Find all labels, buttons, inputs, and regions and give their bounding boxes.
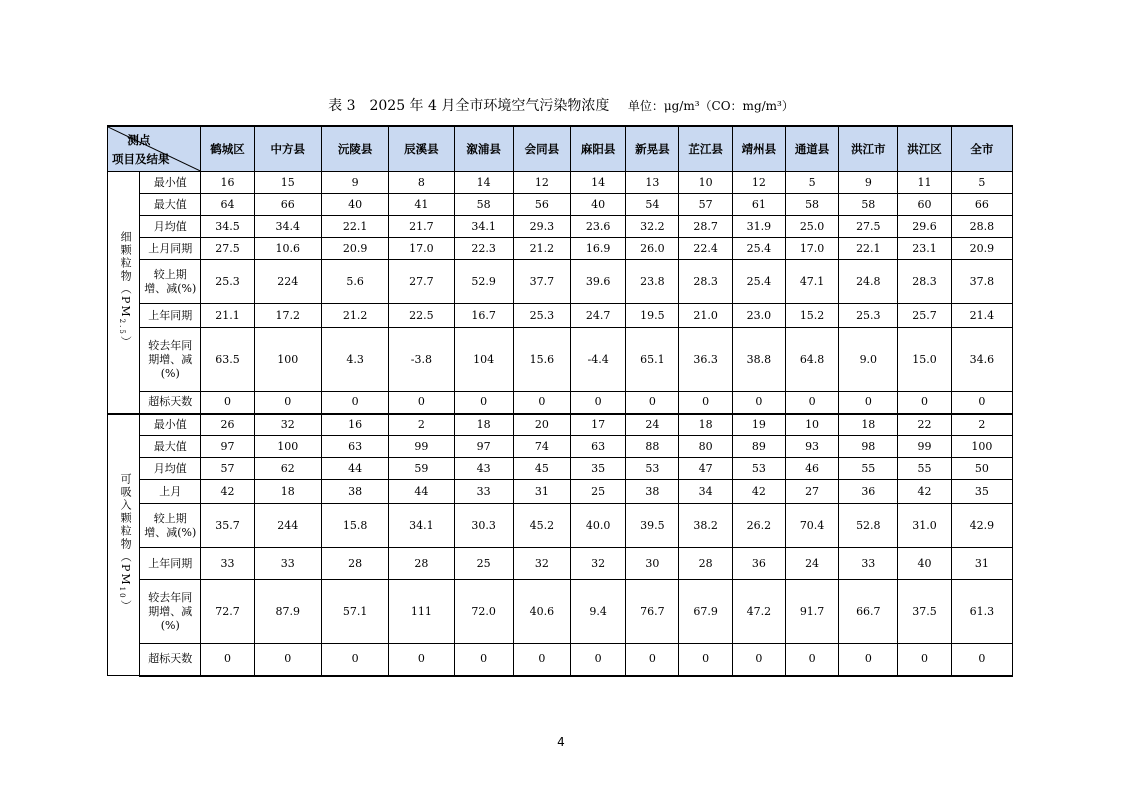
value-cell: 28: [389, 548, 454, 580]
value-cell: 58: [454, 194, 513, 216]
value-cell: 25.3: [201, 260, 254, 304]
value-cell: 23.6: [571, 216, 626, 238]
value-cell: 36: [732, 548, 785, 580]
value-cell: 64.8: [785, 328, 838, 392]
value-cell: 18: [454, 414, 513, 436]
unit-note: 单位：μg/m³（CO：mg/m³）: [627, 99, 794, 113]
value-cell: 25.0: [785, 216, 838, 238]
table-row: [108, 392, 1013, 414]
table-row: [108, 172, 1013, 194]
value-cell: 33: [201, 548, 254, 580]
row-label: 月均值: [140, 216, 201, 238]
row-label: 超标天数: [140, 644, 201, 676]
table-row: [108, 580, 1013, 644]
value-cell: 65.1: [626, 328, 679, 392]
table-row: [108, 458, 1013, 480]
value-cell: 22.3: [454, 238, 513, 260]
value-cell: 20.9: [321, 238, 388, 260]
value-cell: 38: [321, 480, 388, 504]
value-cell: 18: [254, 480, 321, 504]
value-cell: 37.7: [513, 260, 570, 304]
value-cell: 46: [785, 458, 838, 480]
value-cell: 76.7: [626, 580, 679, 644]
table-caption: [0, 96, 1122, 116]
value-cell: 0: [626, 644, 679, 676]
value-cell: 38.8: [732, 328, 785, 392]
value-cell: 36: [839, 480, 898, 504]
value-cell: 36.3: [679, 328, 732, 392]
value-cell: 47.2: [732, 580, 785, 644]
value-cell: 0: [785, 392, 838, 414]
value-cell: 37.8: [951, 260, 1012, 304]
value-cell: 25: [571, 480, 626, 504]
value-cell: 34.5: [201, 216, 254, 238]
row-label: 上年同期: [140, 304, 201, 328]
value-cell: 15.2: [785, 304, 838, 328]
table-row: [108, 304, 1013, 328]
value-cell: 67.9: [679, 580, 732, 644]
value-cell: 66: [254, 194, 321, 216]
value-cell: 244: [254, 504, 321, 548]
value-cell: 0: [839, 644, 898, 676]
value-cell: 17.0: [785, 238, 838, 260]
value-cell: 2: [389, 414, 454, 436]
value-cell: 19.5: [626, 304, 679, 328]
value-cell: 21.7: [389, 216, 454, 238]
value-cell: 0: [898, 644, 951, 676]
value-cell: 22.4: [679, 238, 732, 260]
table-row: [108, 548, 1013, 580]
table-row: [108, 644, 1013, 676]
value-cell: 24.7: [571, 304, 626, 328]
value-cell: 42: [732, 480, 785, 504]
value-cell: 42.9: [951, 504, 1012, 548]
value-cell: 29.6: [898, 216, 951, 238]
table-row: [108, 504, 1013, 548]
value-cell: 25.4: [732, 260, 785, 304]
value-cell: 13: [626, 172, 679, 194]
value-cell: 23.0: [732, 304, 785, 328]
value-cell: 66: [951, 194, 1012, 216]
value-cell: 12: [732, 172, 785, 194]
value-cell: 35.7: [201, 504, 254, 548]
value-cell: 25.4: [732, 238, 785, 260]
value-cell: 26: [201, 414, 254, 436]
row-label: 上月同期: [140, 238, 201, 260]
value-cell: 25.3: [513, 304, 570, 328]
value-cell: 16: [201, 172, 254, 194]
table-row: [108, 216, 1013, 238]
table-row: [108, 480, 1013, 504]
value-cell: 15.8: [321, 504, 388, 548]
value-cell: 21.2: [321, 304, 388, 328]
row-label: 上年同期: [140, 548, 201, 580]
value-cell: 60: [898, 194, 951, 216]
value-cell: 35: [951, 480, 1012, 504]
value-cell: 57: [201, 458, 254, 480]
value-cell: 0: [254, 644, 321, 676]
value-cell: 10: [785, 414, 838, 436]
value-cell: 9: [321, 172, 388, 194]
value-cell: 63: [571, 436, 626, 458]
value-cell: 17.0: [389, 238, 454, 260]
value-cell: 0: [732, 644, 785, 676]
value-cell: 42: [201, 480, 254, 504]
value-cell: -3.8: [389, 328, 454, 392]
value-cell: 42: [898, 480, 951, 504]
site-header: 会同县: [513, 126, 570, 172]
value-cell: 24: [785, 548, 838, 580]
pollutant-group-label: 细颗粒物$(PM_{2.5})$: [108, 172, 140, 414]
value-cell: 0: [254, 392, 321, 414]
value-cell: 18: [839, 414, 898, 436]
value-cell: 0: [321, 392, 388, 414]
value-cell: 28.3: [898, 260, 951, 304]
value-cell: 9: [839, 172, 898, 194]
value-cell: 104: [454, 328, 513, 392]
site-header: 通道县: [785, 126, 838, 172]
value-cell: 22.5: [389, 304, 454, 328]
value-cell: 5.6: [321, 260, 388, 304]
value-cell: 93: [785, 436, 838, 458]
value-cell: 11: [898, 172, 951, 194]
value-cell: 33: [839, 548, 898, 580]
row-label: 较上期 增、减(%): [140, 260, 201, 304]
corner-cell: [108, 126, 201, 172]
value-cell: 47: [679, 458, 732, 480]
value-cell: 9.4: [571, 580, 626, 644]
value-cell: 16.9: [571, 238, 626, 260]
value-cell: 55: [898, 458, 951, 480]
value-cell: 32.2: [626, 216, 679, 238]
value-cell: 66.7: [839, 580, 898, 644]
value-cell: 39.6: [571, 260, 626, 304]
value-cell: 0: [513, 392, 570, 414]
value-cell: 0: [321, 644, 388, 676]
value-cell: 0: [898, 392, 951, 414]
value-cell: 0: [513, 644, 570, 676]
value-cell: 26.0: [626, 238, 679, 260]
row-label: 较去年同 期增、减 (%): [140, 580, 201, 644]
value-cell: 30.3: [454, 504, 513, 548]
value-cell: 57: [679, 194, 732, 216]
value-cell: 21.2: [513, 238, 570, 260]
row-label: 超标天数: [140, 392, 201, 414]
site-header: 中方县: [254, 126, 321, 172]
value-cell: 24.8: [839, 260, 898, 304]
value-cell: 32: [571, 548, 626, 580]
value-cell: 50: [951, 458, 1012, 480]
value-cell: 0: [454, 392, 513, 414]
corner-label-site: 测点: [127, 133, 151, 147]
row-label: 最小值: [140, 172, 201, 194]
value-cell: 40.6: [513, 580, 570, 644]
value-cell: 58: [785, 194, 838, 216]
value-cell: 22.1: [321, 216, 388, 238]
value-cell: 0: [201, 392, 254, 414]
value-cell: 33: [454, 480, 513, 504]
value-cell: 28: [679, 548, 732, 580]
site-header: 新晃县: [626, 126, 679, 172]
value-cell: 0: [679, 392, 732, 414]
value-cell: 41: [389, 194, 454, 216]
value-cell: 43: [454, 458, 513, 480]
value-cell: 17.2: [254, 304, 321, 328]
value-cell: 4.3: [321, 328, 388, 392]
table-row: [108, 260, 1013, 304]
value-cell: 35: [571, 458, 626, 480]
value-cell: 98: [839, 436, 898, 458]
row-label: 最大值: [140, 194, 201, 216]
value-cell: 45.2: [513, 504, 570, 548]
value-cell: 23.1: [898, 238, 951, 260]
site-header: 辰溪县: [389, 126, 454, 172]
value-cell: 29.3: [513, 216, 570, 238]
value-cell: 61: [732, 194, 785, 216]
value-cell: 15: [254, 172, 321, 194]
value-cell: 91.7: [785, 580, 838, 644]
value-cell: 0: [454, 644, 513, 676]
value-cell: 0: [951, 644, 1012, 676]
value-cell: 23.8: [626, 260, 679, 304]
value-cell: 2: [951, 414, 1012, 436]
value-cell: 34.4: [254, 216, 321, 238]
row-label: 最大值: [140, 436, 201, 458]
value-cell: 34.1: [454, 216, 513, 238]
row-label: 月均值: [140, 458, 201, 480]
value-cell: 28.7: [679, 216, 732, 238]
value-cell: 57.1: [321, 580, 388, 644]
site-header: 靖州县: [732, 126, 785, 172]
value-cell: 10: [679, 172, 732, 194]
value-cell: 99: [898, 436, 951, 458]
value-cell: 24: [626, 414, 679, 436]
corner-label-item: 项目及结果: [112, 152, 170, 166]
value-cell: 27.7: [389, 260, 454, 304]
row-label: 较去年同 期增、减 (%): [140, 328, 201, 392]
value-cell: 88: [626, 436, 679, 458]
table-row: [108, 238, 1013, 260]
pollutant-table: [107, 125, 1013, 677]
header-row: [108, 126, 1013, 172]
value-cell: 21.4: [951, 304, 1012, 328]
value-cell: 33: [254, 548, 321, 580]
row-label: 最小值: [140, 414, 201, 436]
value-cell: 62: [254, 458, 321, 480]
value-cell: 61.3: [951, 580, 1012, 644]
site-header: 麻阳县: [571, 126, 626, 172]
value-cell: 28: [321, 548, 388, 580]
value-cell: 0: [785, 644, 838, 676]
value-cell: 15.6: [513, 328, 570, 392]
value-cell: 17: [571, 414, 626, 436]
value-cell: 44: [321, 458, 388, 480]
value-cell: 9.0: [839, 328, 898, 392]
value-cell: 97: [201, 436, 254, 458]
value-cell: 100: [254, 436, 321, 458]
value-cell: 31: [513, 480, 570, 504]
value-cell: 70.4: [785, 504, 838, 548]
value-cell: 40: [321, 194, 388, 216]
table-row: [108, 328, 1013, 392]
value-cell: 34.1: [389, 504, 454, 548]
site-header: 芷江县: [679, 126, 732, 172]
value-cell: 72.7: [201, 580, 254, 644]
value-cell: 72.0: [454, 580, 513, 644]
site-header: 溆浦县: [454, 126, 513, 172]
value-cell: 19: [732, 414, 785, 436]
value-cell: 0: [951, 392, 1012, 414]
value-cell: 80: [679, 436, 732, 458]
value-cell: 0: [679, 644, 732, 676]
value-cell: 0: [571, 392, 626, 414]
pollutant-group-label: 可吸入颗粒物$(PM_{10})$: [108, 414, 140, 676]
value-cell: 0: [389, 644, 454, 676]
value-cell: 14: [454, 172, 513, 194]
value-cell: 53: [626, 458, 679, 480]
value-cell: 56: [513, 194, 570, 216]
value-cell: 100: [254, 328, 321, 392]
value-cell: 20.9: [951, 238, 1012, 260]
value-cell: 20: [513, 414, 570, 436]
value-cell: 87.9: [254, 580, 321, 644]
value-cell: 5: [785, 172, 838, 194]
value-cell: 40: [571, 194, 626, 216]
value-cell: 52.8: [839, 504, 898, 548]
value-cell: 25.7: [898, 304, 951, 328]
value-cell: 34.6: [951, 328, 1012, 392]
value-cell: 224: [254, 260, 321, 304]
value-cell: 27.5: [201, 238, 254, 260]
value-cell: 25.3: [839, 304, 898, 328]
value-cell: 28.8: [951, 216, 1012, 238]
value-cell: 111: [389, 580, 454, 644]
site-header: 鹤城区: [201, 126, 254, 172]
table-row: [108, 194, 1013, 216]
value-cell: 47.1: [785, 260, 838, 304]
value-cell: 0: [571, 644, 626, 676]
value-cell: 22: [898, 414, 951, 436]
value-cell: 34: [679, 480, 732, 504]
value-cell: 44: [389, 480, 454, 504]
site-header: 全市: [951, 126, 1012, 172]
value-cell: 30: [626, 548, 679, 580]
value-cell: 21.1: [201, 304, 254, 328]
value-cell: 100: [951, 436, 1012, 458]
value-cell: 8: [389, 172, 454, 194]
value-cell: 45: [513, 458, 570, 480]
value-cell: 26.2: [732, 504, 785, 548]
value-cell: 16: [321, 414, 388, 436]
table-row: [108, 436, 1013, 458]
value-cell: 55: [839, 458, 898, 480]
value-cell: 0: [839, 392, 898, 414]
value-cell: 31.0: [898, 504, 951, 548]
table-row: [108, 414, 1013, 436]
row-label: 较上期 增、减(%): [140, 504, 201, 548]
value-cell: 38.2: [679, 504, 732, 548]
value-cell: 21.0: [679, 304, 732, 328]
value-cell: -4.4: [571, 328, 626, 392]
value-cell: 5: [951, 172, 1012, 194]
value-cell: 0: [389, 392, 454, 414]
value-cell: 59: [389, 458, 454, 480]
value-cell: 39.5: [626, 504, 679, 548]
value-cell: 27.5: [839, 216, 898, 238]
value-cell: 27: [785, 480, 838, 504]
value-cell: 0: [201, 644, 254, 676]
value-cell: 89: [732, 436, 785, 458]
value-cell: 31: [951, 548, 1012, 580]
value-cell: 37.5: [898, 580, 951, 644]
value-cell: 52.9: [454, 260, 513, 304]
value-cell: 22.1: [839, 238, 898, 260]
value-cell: 31.9: [732, 216, 785, 238]
value-cell: 32: [254, 414, 321, 436]
table-body: [108, 172, 1013, 676]
value-cell: 14: [571, 172, 626, 194]
value-cell: 64: [201, 194, 254, 216]
value-cell: 12: [513, 172, 570, 194]
row-label: 上月: [140, 480, 201, 504]
value-cell: 10.6: [254, 238, 321, 260]
page-number: 4: [557, 735, 565, 749]
value-cell: 38: [626, 480, 679, 504]
value-cell: 28.3: [679, 260, 732, 304]
site-header: 沅陵县: [321, 126, 388, 172]
value-cell: 25: [454, 548, 513, 580]
value-cell: 97: [454, 436, 513, 458]
value-cell: 63: [321, 436, 388, 458]
site-header: 洪江区: [898, 126, 951, 172]
value-cell: 0: [626, 392, 679, 414]
value-cell: 16.7: [454, 304, 513, 328]
value-cell: 15.0: [898, 328, 951, 392]
value-cell: 74: [513, 436, 570, 458]
value-cell: 0: [732, 392, 785, 414]
value-cell: 53: [732, 458, 785, 480]
value-cell: 99: [389, 436, 454, 458]
value-cell: 18: [679, 414, 732, 436]
table-title: 表 3 2025 年 4 月全市环境空气污染物浓度: [328, 98, 610, 114]
value-cell: 40: [898, 548, 951, 580]
value-cell: 58: [839, 194, 898, 216]
value-cell: 40.0: [571, 504, 626, 548]
value-cell: 63.5: [201, 328, 254, 392]
site-header: 洪江市: [839, 126, 898, 172]
value-cell: 32: [513, 548, 570, 580]
value-cell: 54: [626, 194, 679, 216]
